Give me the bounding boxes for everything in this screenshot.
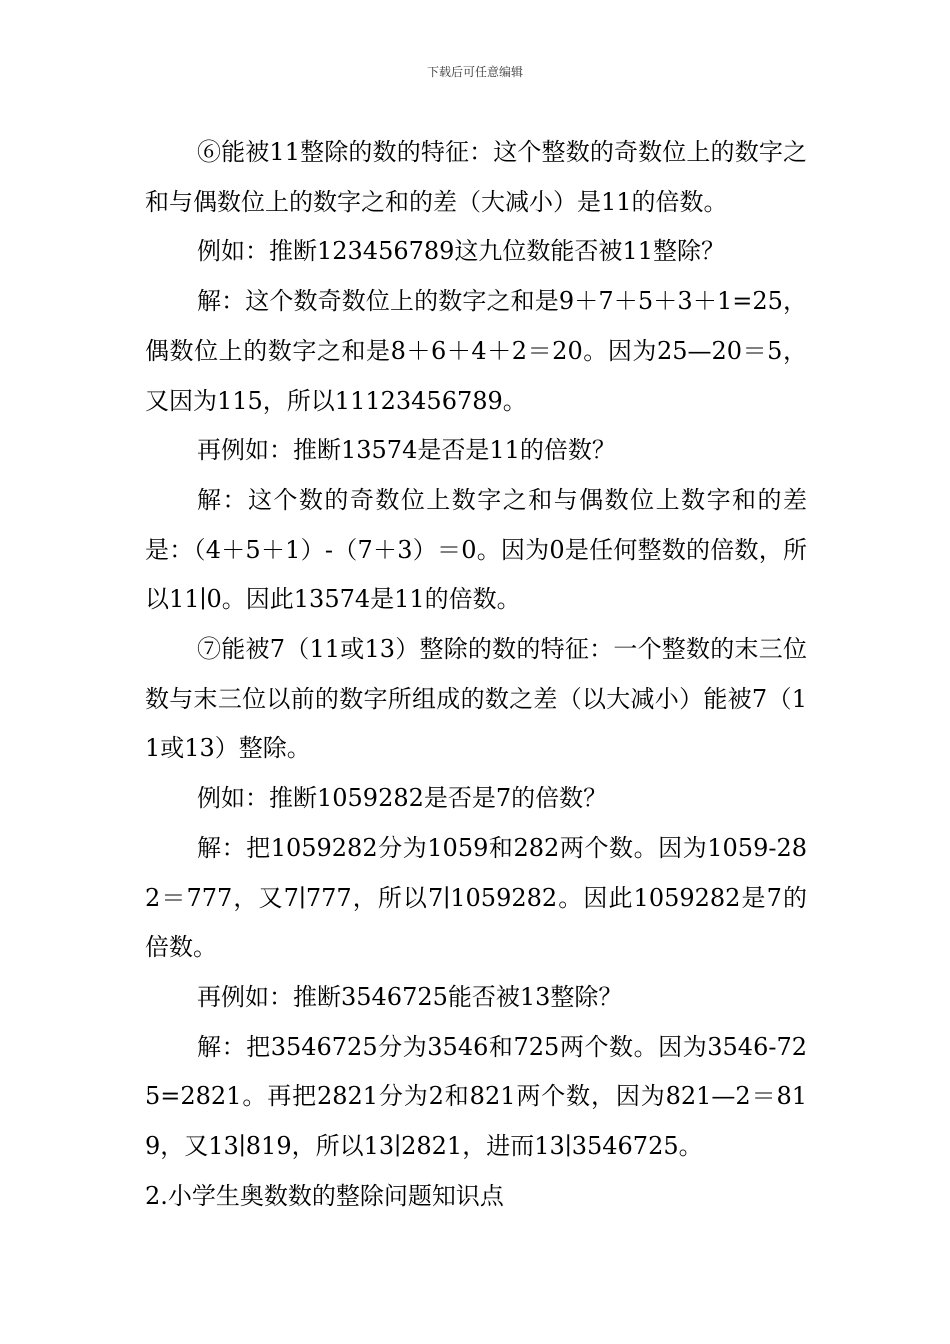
paragraph-rule-7-11-13: ⑦能被7（11或13）整除的数的特征：一个整数的末三位数与末三位以前的数字所组成的数之差（以大减小）能被7（11或13）整除。: [145, 635, 807, 763]
paragraph-example-4: 再例如：推断3546725能否被13整除？: [197, 982, 623, 1011]
paragraph-solution-2: 解：这个数的奇数位上数字之和与偶数位上数字和的差是：（4＋5＋1）-（7＋3）＝0。因为0是任何整数的倍数，所以11∣0。因此13574是11的倍数。: [145, 485, 807, 614]
paragraph-example-3: 例如：推断1059282是否是7的倍数？: [197, 784, 608, 813]
paragraph-example-1: 例如：推断123456789这九位数能否被11整除？: [197, 237, 725, 266]
document-body: [145, 128, 807, 1221]
section-heading: 2.小学生奥数数的整除问题知识点: [145, 1181, 504, 1210]
paragraph-rule-11: ⑥能被11整除的数的特征：这个整数的奇数位上的数字之和与偶数位上的数字之和的差（大减小）是11的倍数。: [145, 138, 807, 216]
paragraph-solution-1: 解：这个数奇数位上的数字之和是9＋7＋5＋3＋1=25，偶数位上的数字之和是8＋6＋4＋2＝20。因为25—20＝5，又因为115，所以11123456789。: [145, 287, 807, 415]
paragraph-solution-3: 解：把1059282分为1059和282两个数。因为1059-282＝777，又7∣777，所以7∣1059282。因此1059282是7的倍数。: [145, 833, 807, 962]
paragraph-solution-4: 解：把3546725分为3546和725两个数。因为3546-725=2821。再把2821分为2和821两个数，因为821—2＝819，又13∣819，所以13∣2821，进而13∣3546725。: [145, 1032, 807, 1161]
paragraph-example-2: 再例如：推断13574是否是11的倍数？: [197, 436, 616, 465]
header-note: 下载后可任意编辑: [426, 65, 523, 79]
